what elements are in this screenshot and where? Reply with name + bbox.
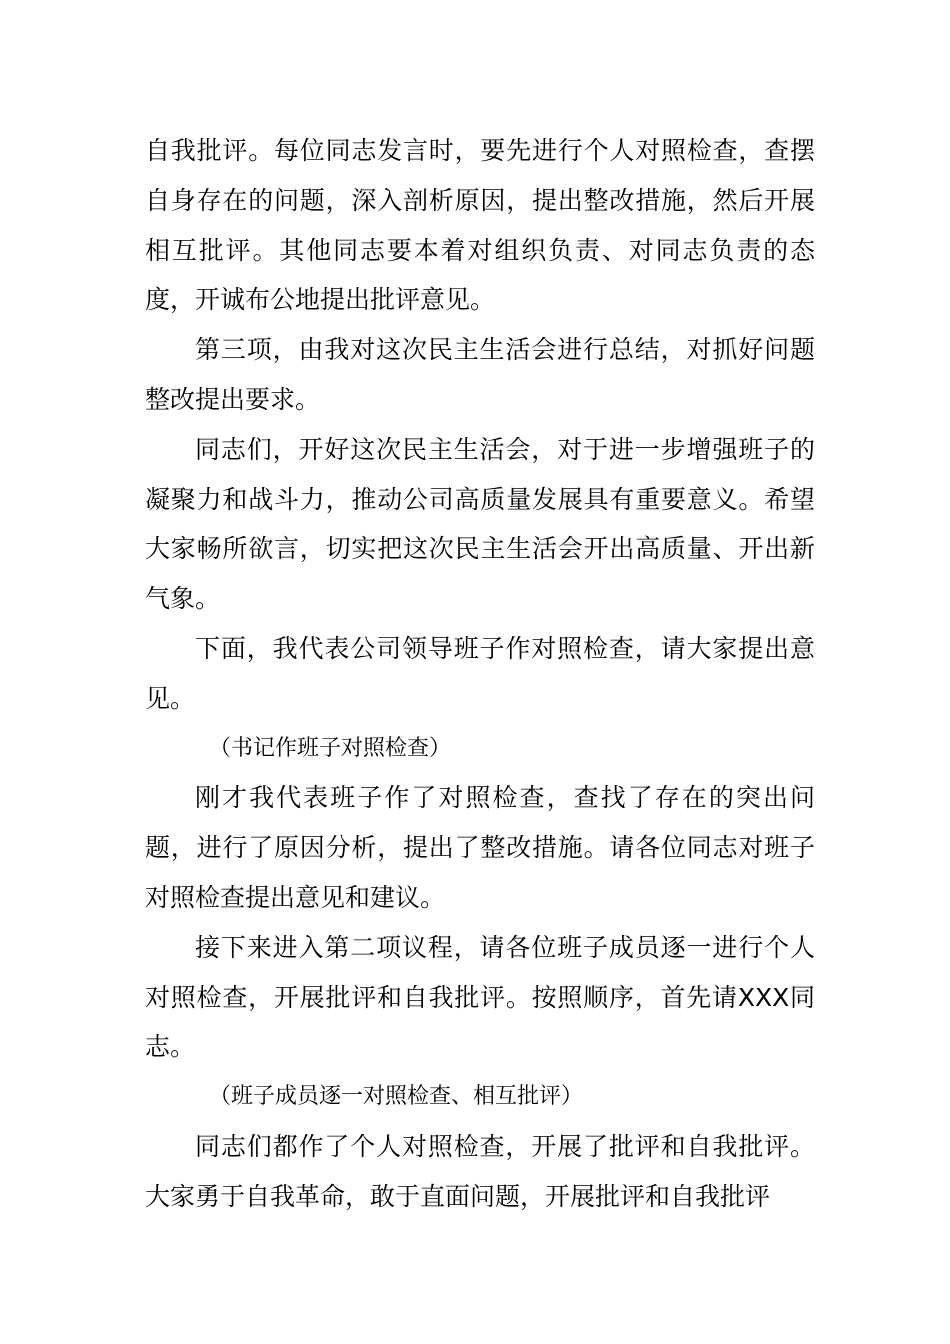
document-body <box>145 126 815 1222</box>
paragraph-significance: 同志们，开好这次民主生活会，对于进一步增强班子的凝聚力和战斗力，推动公司高质量发展具有重要意义。希望大家畅所欲言，切实把这次民主生活会开出高质量、开出新气象。 <box>145 434 815 614</box>
paragraph-summary: 同志们都作了个人对照检查，开展了批评和自我批评。大家勇于自我革命，敢于直面问题，开展批评和自我批评 <box>145 1131 815 1211</box>
paragraph-continued: 自我批评。每位同志发言时，要先进行个人对照检查，查摆自身存在的问题，深入剖析原因，提出整改措施，然后开展相互批评。其他同志要本着对组织负责、对同志负责的态度，开诚布公地提出批评意见。 <box>145 136 815 315</box>
stage-note-members: （班子成员逐一对照检查、相互批评） <box>209 1084 584 1110</box>
paragraph-after-check: 刚才我代表班子作了对照检查，查找了存在的突出问题，进行了原因分析，提出了整改措施。请各位同志对班子对照检查提出意见和建议。 <box>145 783 815 912</box>
paragraph-item-three: 第三项，由我对这次民主生活会进行总结，对抓好问题整改提出要求。 <box>145 335 815 414</box>
stage-note-secretary: （书记作班子对照检查） <box>209 735 452 761</box>
paragraph-self-check-intro: 下面，我代表公司领导班子作对照检查，请大家提出意见。 <box>145 633 815 713</box>
paragraph-second-agenda: 接下来进入第二项议程，请各位班子成员逐一进行个人对照检查，开展批评和自我批评。按照顺序，首先请XXX同志。 <box>145 932 815 1062</box>
